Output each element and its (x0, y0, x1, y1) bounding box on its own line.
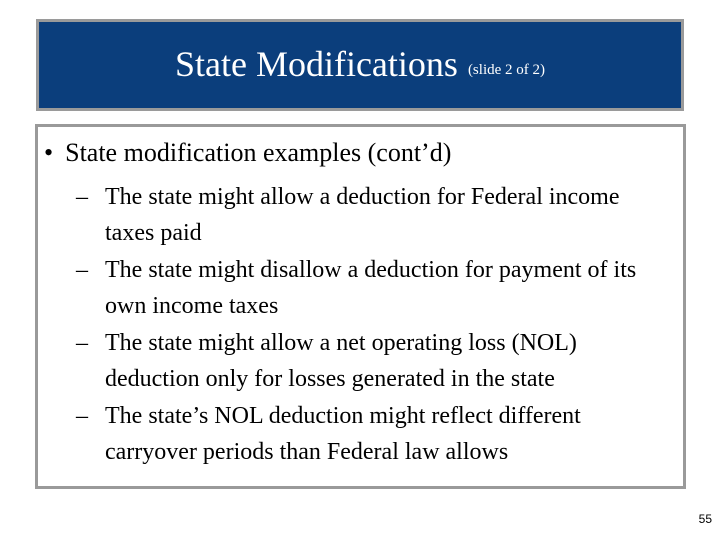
sub-bullet-list (76, 179, 666, 471)
sub-bullet-item (76, 179, 666, 251)
bullet-marker: • (44, 138, 54, 167)
sub-bullet-text: The state’s NOL deduction might reflect different carryover periods than Federal law allows (105, 403, 581, 465)
slide-title: State Modifications (174, 44, 458, 84)
dash-marker: – (76, 403, 88, 429)
slide-title-bar (36, 19, 684, 111)
slide-content (35, 124, 686, 489)
dash-marker: – (76, 184, 88, 210)
page-number: 55 (698, 512, 712, 526)
sub-bullet-item (76, 325, 666, 397)
sub-bullet-text: The state might disallow a deduction for payment of its own income taxes (105, 257, 637, 319)
dash-marker: – (76, 330, 88, 356)
sub-bullet-item (76, 398, 666, 470)
slide-subtitle: (slide 2 of 2) (467, 61, 546, 78)
sub-bullet-text: The state might allow a deduction for Federal income taxes paid (105, 184, 620, 246)
main-bullet (44, 138, 451, 168)
main-bullet-text: State modification examples (cont’d) (65, 138, 452, 167)
sub-bullet-text: The state might allow a net operating loss (NOL) deduction only for losses generated in the state (105, 330, 577, 392)
sub-bullet-item (76, 252, 666, 324)
dash-marker: – (76, 257, 88, 283)
